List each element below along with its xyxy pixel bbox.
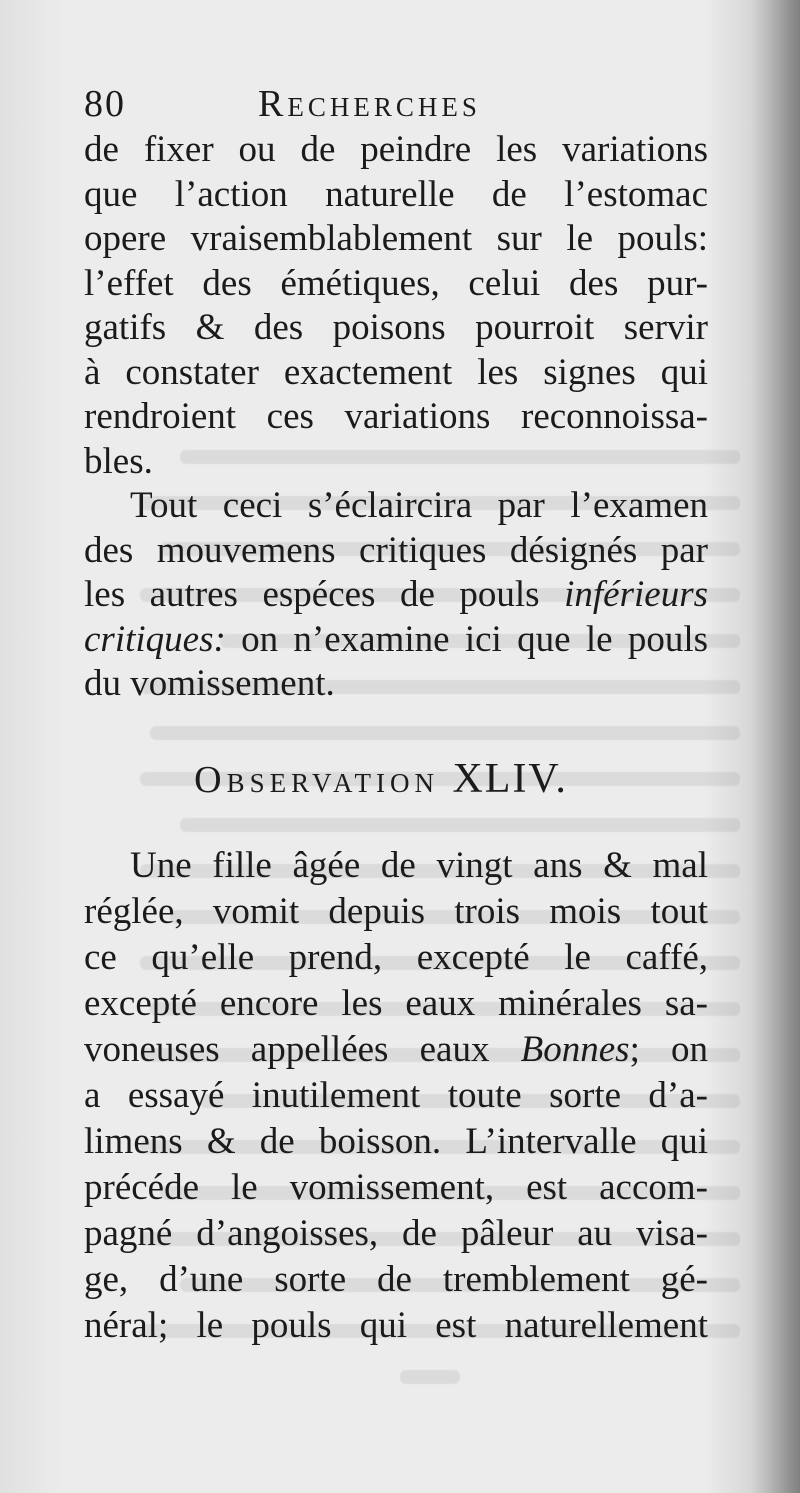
text-line: ce qu’elle prend, excepté le caffé, [84, 936, 708, 978]
text-line: limens & de boisson. L’intervalle qui [84, 1120, 708, 1162]
text-line [84, 573, 708, 618]
text-line: des mouvemens critiques désignés par [84, 529, 708, 571]
paragraph-1 [84, 128, 708, 484]
text-line: du vomissement. [84, 663, 335, 704]
text-line: rendroient ces variations reconnoissa- [84, 396, 708, 437]
text-segment: ; on [629, 1028, 709, 1070]
heading-word: Observation [194, 758, 439, 801]
text-segment: on n’examine ici que le pouls [225, 618, 708, 660]
text-line: ge, d’une sorte de tremblement gé- [84, 1258, 708, 1300]
text-line: l’effet des émétiques, celui des pur- [84, 262, 708, 304]
paragraph-2 [84, 484, 708, 707]
text-block [84, 82, 708, 1349]
text-segment: voneuses appellées eaux [84, 1028, 521, 1070]
text-line: opere vraisemblablement sur le pouls: [84, 218, 708, 259]
italic-text: Bonnes [520, 1028, 630, 1070]
text-line: précéde le vomissement, est accom- [84, 1166, 708, 1208]
running-title: Recherches [258, 83, 481, 125]
text-line: de fixer ou de peindre les variations [84, 129, 708, 170]
text-line: pagné d’angoisses, de pâleur au visa- [84, 1212, 708, 1254]
text-line: excepté encore les eaux minérales sa- [84, 982, 708, 1024]
italic-text: critiques: [84, 618, 226, 660]
paragraph-3 [84, 843, 708, 1349]
page-header [84, 82, 708, 128]
text-line: réglée, vomit depuis trois mois tout [84, 890, 708, 932]
text-line: Tout ceci s’éclaircira par l’examen [130, 485, 708, 526]
text-line: Une fille âgée de vingt ans & mal [130, 844, 708, 886]
text-line: néral; le pouls qui est naturellement [84, 1304, 708, 1346]
section-heading [84, 755, 708, 803]
italic-text: inférieurs [564, 574, 708, 615]
text-line: gatifs & des poisons pourroit servir [84, 307, 708, 348]
page-number: 80 [84, 83, 126, 125]
text-line [84, 1027, 708, 1073]
text-line: bles. [84, 440, 153, 482]
text-segment: les autres espéces de pouls [84, 574, 565, 615]
text-line [84, 618, 708, 663]
heading-number: XLIV. [452, 755, 568, 802]
page-edge-shadow [750, 0, 800, 1493]
text-line: à constater exactement les signes qui [84, 351, 708, 393]
text-line: a essayé inutilement toute sorte d’a- [84, 1074, 708, 1116]
text-line: que l’action naturelle de l’estomac [84, 173, 708, 215]
